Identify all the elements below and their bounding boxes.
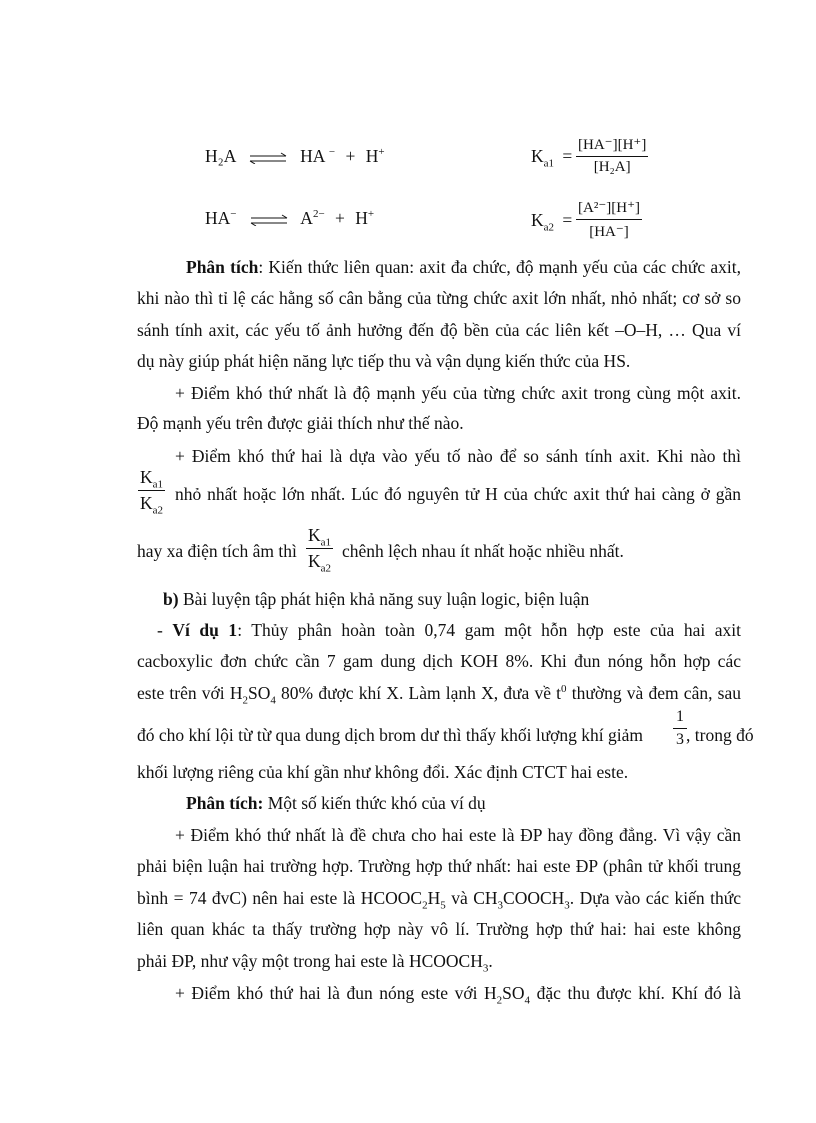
eq2-left-charge: − [230,208,237,221]
ka1-denominator: [H₂A] [593,159,631,175]
ka2-fraction [576,198,642,241]
example1-line4: đó cho khí lội từ từ qua dung dịch brom dư thì thấy khối lượng khí giảm [137,725,644,745]
analysis2-heading: Phân tích: [186,793,264,813]
equilibrium-arrow-icon [249,214,289,226]
ka1-fraction [576,135,648,176]
analysis1-line1: Phân tích: Kiến thức liên quan: axit đa chức, độ mạnh yếu của các chức axit, [186,257,741,277]
ka-ratio-fraction-2: $\frac{K_{a1}}{K_{a2}}$ [308,525,332,575]
point3-line4: liên quan khác ta thấy trường hợp này vô lí. Trường hợp thứ hai: hai este không [137,919,741,939]
example1-line2: cacboxylic đơn chức cần 7 gam dung dịch KOH 8%. Khi đun nóng hỗn hợp các [137,651,741,671]
analysis-heading: Phân tích [186,257,259,277]
ka2-numerator: [A²⁻][H⁺] [576,198,642,220]
point2-line2: nhỏ nhất hoặc lớn nhất. Lúc đó nguyên tử H của chức axit thứ hai càng ở gần [175,484,741,504]
eq1-product-charge: − [328,146,336,159]
point2-line3-post: chênh lệch nhau ít nhất hoặc nhiều nhất. [342,541,624,561]
point2-line3-pre: hay xa điện tích âm thì [137,541,297,561]
point4-line1: + Điểm khó thứ hai là đun nóng este với $H_2SO_4$ đặc thu được khí. Khí đó là [175,983,741,1007]
eq1-proton-charge: + [378,146,385,159]
point2-line1: + Điểm khó thứ hai là dựa vào yếu tố nào để so sánh tính axit. Khi nào thì [175,446,741,466]
ka2-label: $K_{a2}$ = [531,210,573,234]
eq2-product-charge: 2− [312,208,325,221]
point3-line3: bình = 74 đvC) nên hai este là $HCOOC_2H_5$ và $CH_3COOCH_3$. Dựa vào các kiến thức [137,888,742,912]
eq2-left: HA [205,208,231,228]
equilibrium-2 [205,208,374,229]
example1-title: Ví dụ 1 [172,620,238,640]
ka1-numerator: [HA⁻][H⁺] [576,135,648,157]
analysis1-line4: dụ này giúp phát hiện năng lực tiếp thu và vận dụng kiến thức của HS. [137,351,631,371]
section-b-label: b) [163,589,179,609]
eq2-plus: + [335,208,345,228]
point1-line1: + Điểm khó thứ nhất là độ mạnh yếu của từng chức axit trong cùng một axit. [175,383,741,403]
example1-line1: - Ví dụ 1: Thủy phân hoàn toàn 0,74 gam một hỗn hợp este của hai axit [157,620,742,640]
example1-line4-end: , trong đó [686,725,754,745]
point3-line1: + Điểm khó thứ nhất là đề chưa cho hai este là ĐP hay đồng đẳng. Vì vậy cần [175,825,741,845]
example1-line3: este trên với $H_2SO_4$ 80% được khí X. Làm lạnh X, đưa về $t^0$ thường và đem cân, sau [137,683,741,707]
equilibrium-arrow-icon [248,152,288,164]
analysis2: Phân tích: Một số kiến thức khó của ví dụ [186,793,486,813]
ka1-label: $K_{a1}$ = [531,146,573,170]
point1-line2: Độ mạnh yếu trên được giải thích như thế nào. [137,413,464,433]
eq2-proton: H [355,208,368,228]
equilibrium-1 [205,146,385,167]
section-b-heading [163,589,589,610]
ka-ratio-fraction: $\frac{K_{a1}}{K_{a2}}$ [140,467,164,517]
eq2-product: A [300,208,313,228]
eq1-plus: + [345,146,356,166]
point3-line5: phải ĐP, như vậy một trong hai este là $HCOOCH_3$. [137,951,493,975]
ka2-denominator: [HA⁻] [589,224,629,240]
section-b-title: Bài luyện tập phát hiện khả năng suy luận logic, biện luận [182,589,590,609]
eq1-proton: H [365,146,379,166]
eq1-product: HA [300,146,325,166]
point3-line2: phải biện luận hai trường hợp. Trường hợp thứ nhất: hai este ĐP (phân tử khối trung [137,856,741,876]
one-third-fraction: $\frac{1}{3}$ [673,708,687,749]
example1-line5: khối lượng riêng của khí gần như không đổi. Xác định CTCT hai este. [137,762,629,782]
analysis1-line2: khi nào thì tỉ lệ các hằng số cân bằng của từng chức axit lớn nhất, nhỏ nhất; cơ sở so [137,288,741,308]
analysis1-line3: sánh tính axit, các yếu tố ảnh hưởng đến độ bền của các liên kết –O–H, … Qua ví [137,320,741,340]
eq2-proton-charge: + [367,208,375,221]
eq1-left: H₂A [205,146,236,166]
